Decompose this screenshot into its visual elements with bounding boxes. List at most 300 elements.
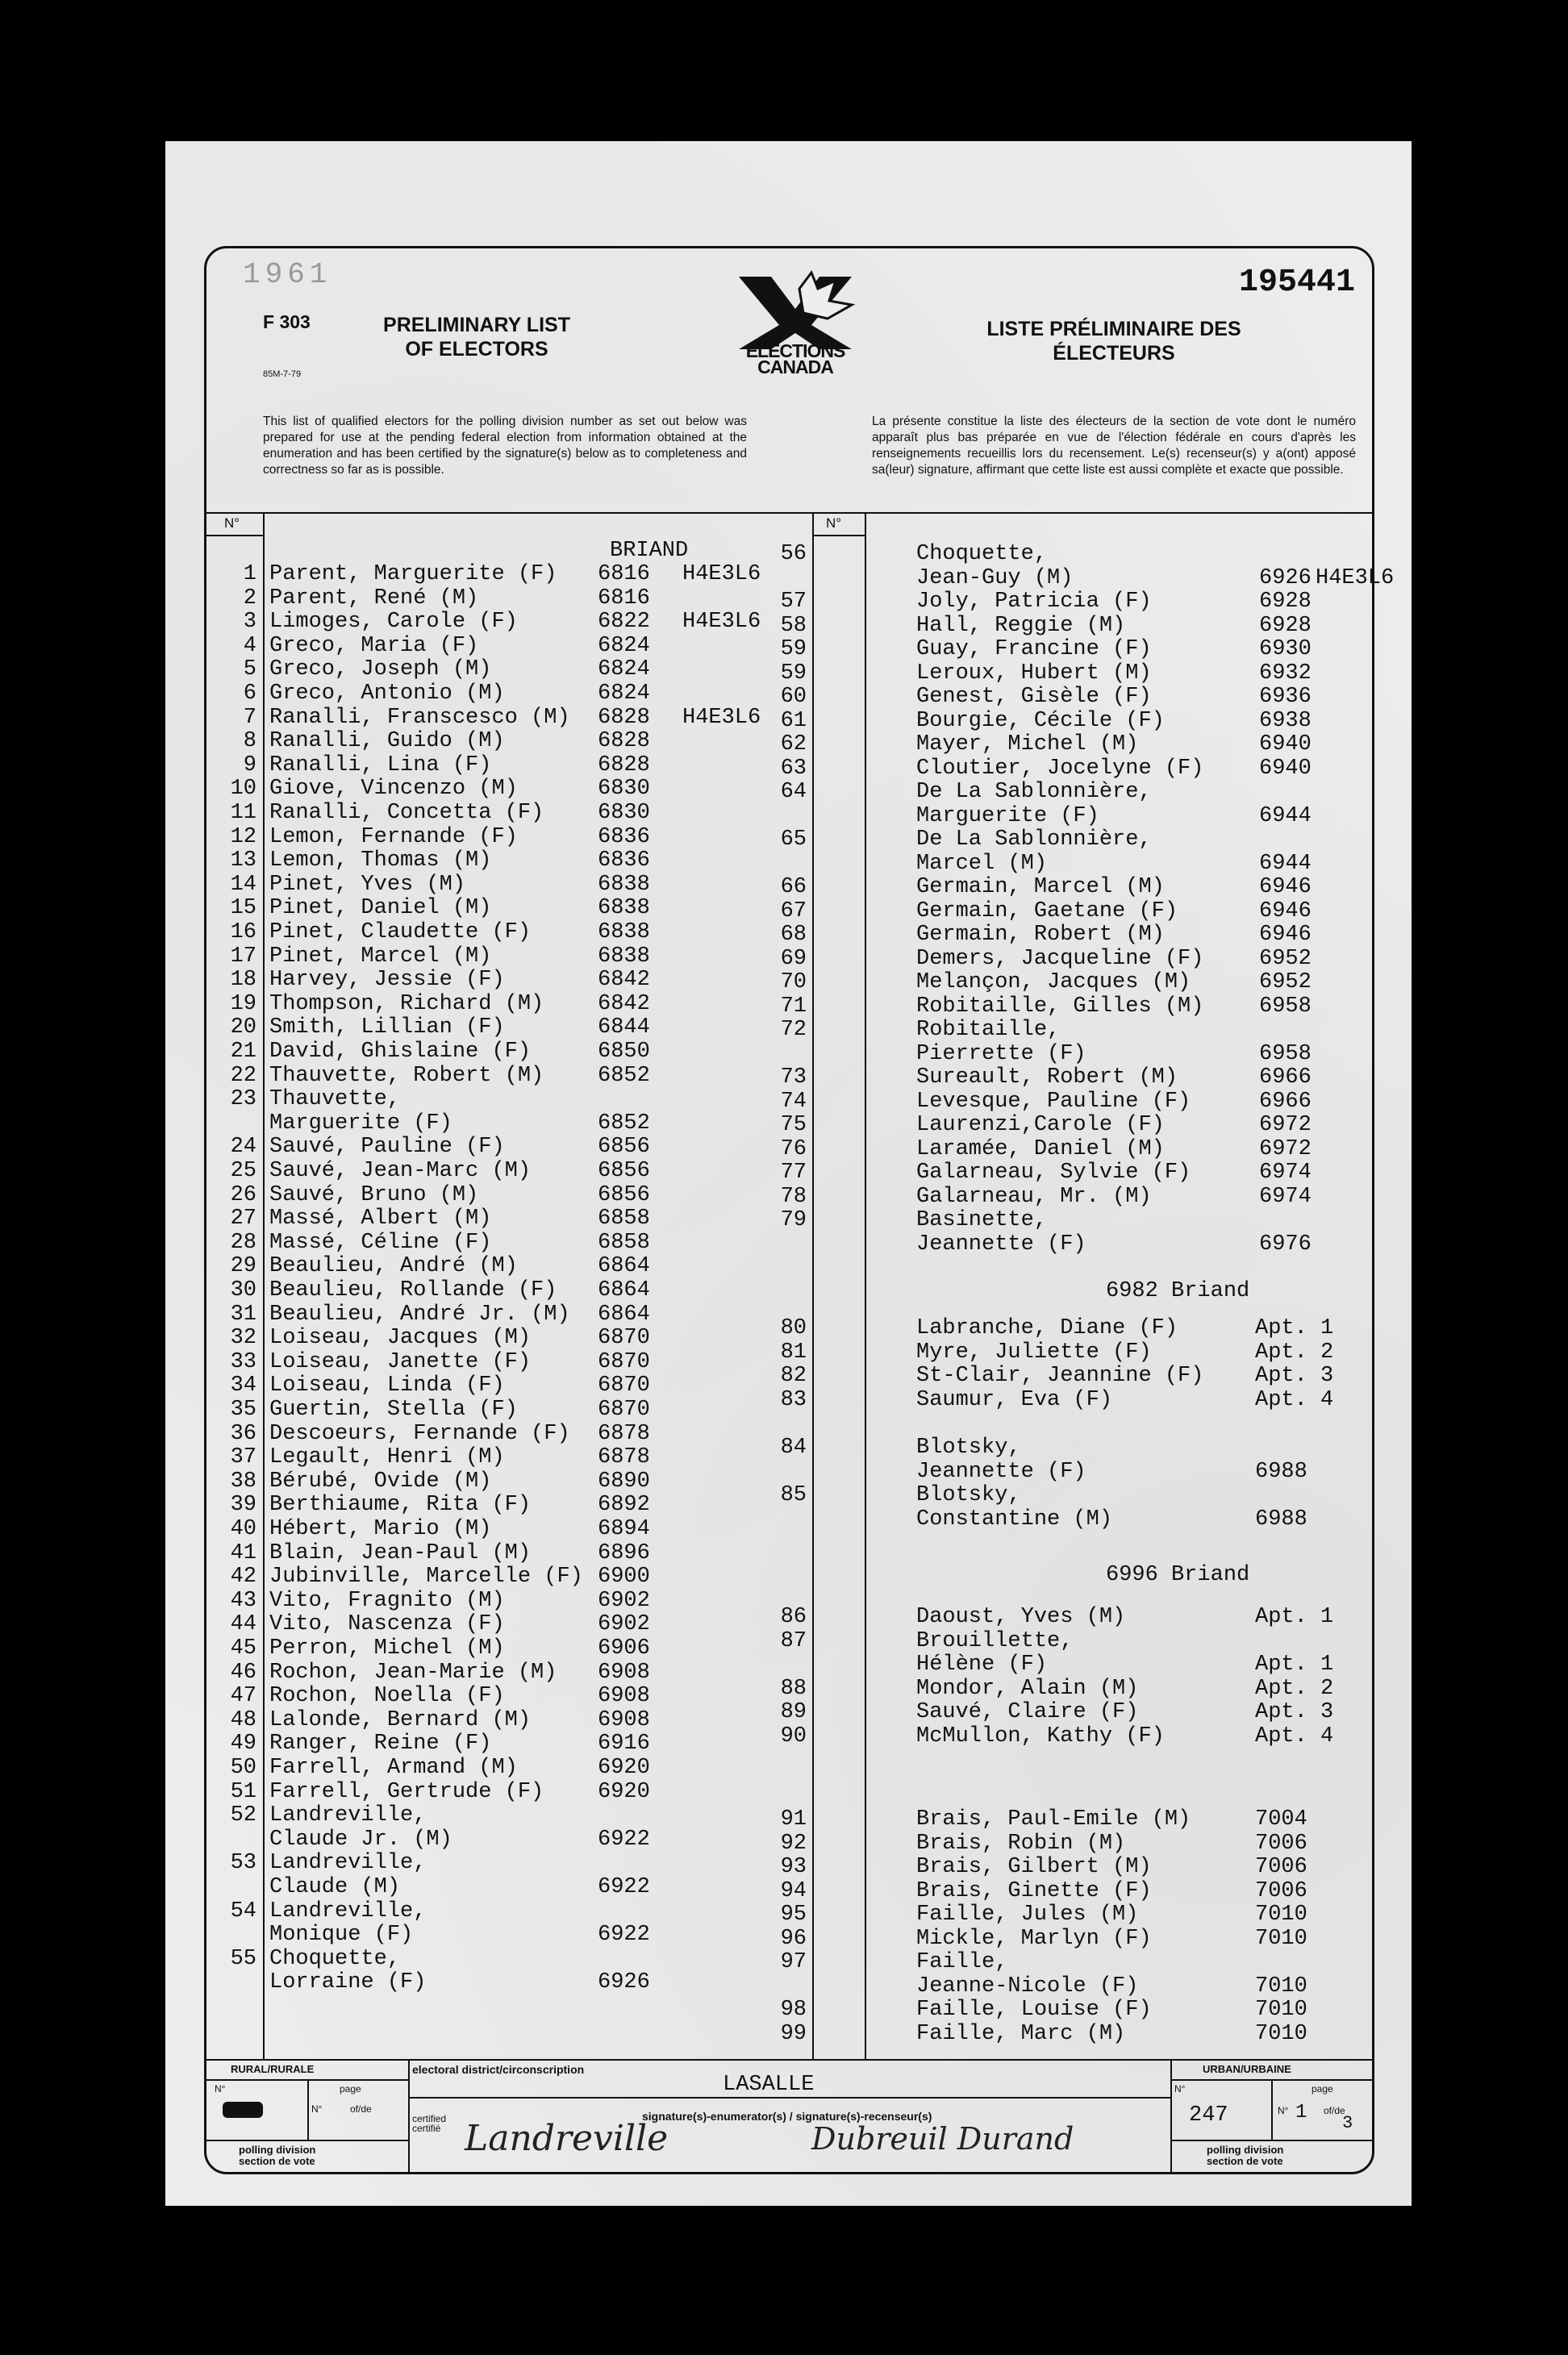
elector-name: Claude (M) [269,1875,401,1899]
elector-row [206,1832,1372,1856]
certifie-label: certifié [412,2123,441,2134]
elector-address: 7010 [1255,1926,1307,1951]
footer-divider-right [1170,2059,1172,2172]
elector-address: 6972 [1259,1136,1312,1161]
elector-address: 6958 [1259,994,1312,1019]
elector-name: Levesque, Pauline (F) [916,1089,1191,1114]
elector-address: 6850 [598,1040,650,1064]
elector-address: 6944 [1259,803,1312,828]
elector-number: 19 [230,991,256,1016]
elector-row [206,1230,1372,1257]
elector-number: 53 [230,1851,256,1876]
intro-french: La présente constitue la liste des électeurs de la section de vote dont le numéro apparaît plus bas préparée en vue de l'élection fédérale en cours d'après les renseignements recueillis lors du recensement. Le(s) recenseur(s) y a(ont) apposé sa(leur) signature, affirmant que cette liste est aussi complète et exacte que possible. [872,415,1356,477]
elector-postal-code: H4E3L6 [682,562,761,586]
elector-number: 95 [780,1903,807,1927]
elector-name: Pinet, Daniel (M) [269,896,492,921]
elector-name: Hélène (F) [916,1653,1048,1677]
elector-row [206,1019,1372,1042]
elector-number: 84 [780,1436,807,1460]
elector-name: Melançon, Jacques (M) [916,970,1191,994]
elector-address: 6988 [1255,1507,1307,1532]
elector-name: Saumur, Eva (F) [916,1387,1113,1412]
elector-row [206,1999,1372,2022]
elector-address: 6870 [598,1349,650,1374]
elector-row [206,543,1372,566]
elector-number: 28 [230,1230,256,1255]
elector-name: Bérubé, Ovide (M) [269,1469,492,1494]
elector-address: 6966 [1259,1065,1312,1090]
redacted-mark [223,2102,263,2118]
elector-name: Ranalli, Franscesco (M) [269,705,570,730]
elector-name: Robitaille, Gilles (M) [916,994,1204,1019]
elector-row [206,638,1372,661]
elector-name: Guay, Francine (F) [916,637,1152,661]
urban-page-no-label: N° [1278,2105,1289,2116]
elector-row [206,991,1372,1019]
elector-postal-code: H4E3L6 [682,705,761,730]
elector-row [206,757,1372,781]
elector-row [206,948,1372,971]
elector-number: 78 [780,1184,807,1209]
elector-address: 6974 [1259,1161,1312,1185]
elector-name: Lemon, Fernande (F) [269,824,518,849]
elector-address: 6902 [598,1588,650,1613]
elector-name: Ranger, Reine (F) [269,1732,492,1757]
elector-row [206,1678,1372,1701]
elector-number: 92 [780,1831,807,1856]
elector-address: 6952 [1259,970,1312,994]
elector-name: Farrell, Gertrude (F) [269,1779,544,1804]
elector-name: Daoust, Yves (M) [916,1605,1126,1629]
elector-row [206,615,1372,638]
elector-number: 79 [780,1208,807,1232]
elector-address: 6958 [1259,1041,1312,1066]
elector-row [206,1630,1372,1653]
elector-number: 61 [780,708,807,733]
elector-address: 7004 [1255,1807,1307,1832]
rural-page-no-label: N° [311,2103,323,2115]
elector-number: 45 [230,1636,256,1661]
elector-name: Brais, Robin (M) [916,1831,1126,1856]
elector-row [206,876,1372,899]
elector-row [206,590,1372,614]
elector-address: 6920 [598,1779,650,1804]
elector-row [206,1781,1372,1804]
elector-number: 48 [230,1707,256,1732]
elector-number: 58 [780,613,807,638]
elector-address: 6816 [598,586,650,611]
elector-name: Guertin, Stella (F) [269,1398,518,1422]
urban-page-label: page [1312,2083,1333,2094]
elector-number: 16 [230,920,256,944]
elector-number: 75 [780,1113,807,1137]
elector-name: Germain, Marcel (M) [916,875,1165,899]
rural-label: RURAL/RURALE [231,2063,315,2075]
elector-number: 55 [230,1946,256,1971]
elector-name: Faille, Jules (M) [916,1903,1139,1927]
elector-address: 6852 [598,1063,650,1088]
elector-row [206,781,1372,804]
elector-row [206,805,1372,828]
elector-number: 81 [780,1340,807,1365]
elector-name: Brais, Ginette (F) [916,1878,1152,1903]
elector-address: 6836 [598,824,650,849]
elector-address: 6824 [598,681,650,706]
elector-row [206,710,1372,733]
elector-name: Vito, Fragnito (M) [269,1588,505,1613]
elector-name: Mickle, Marlyn (F) [916,1926,1152,1951]
elector-name: Hébert, Mario (M) [269,1517,492,1541]
elector-number: 6 [243,681,256,706]
elector-number: 17 [230,944,256,969]
elector-name: Galarneau, Mr. (M) [916,1184,1152,1209]
elector-row [206,1182,1372,1209]
elector-address: 6972 [1259,1113,1312,1137]
elector-name: Constantine (M) [916,1507,1113,1532]
elector-row [206,1063,1372,1090]
title-french: LISTE PRÉLIMINAIRE DES ÉLECTEURS [986,318,1241,365]
elector-name: Landreville, [269,1899,427,1924]
elector-name: Farrell, Armand (M) [269,1756,518,1780]
elector-number: 96 [780,1926,807,1951]
elector-address: 6966 [1259,1089,1312,1114]
elector-name: Lalonde, Bernard (M) [269,1707,532,1732]
rural-mid-divider [307,2079,309,2140]
elector-name: Blotsky, [916,1436,1021,1460]
elector-name: Smith, Lillian (F) [269,1015,505,1040]
elector-address: 6946 [1259,875,1312,899]
elector-address: 6864 [598,1278,650,1303]
elector-name: Brais, Gilbert (M) [916,1855,1152,1879]
elector-address: 6922 [598,1827,650,1852]
elector-number: 4 [243,633,256,658]
elector-address: 6988 [1255,1459,1307,1484]
elector-address: 6842 [598,968,650,993]
elector-address: Apt. 3 [1255,1700,1334,1724]
elector-address: 6856 [598,1159,650,1183]
no-header-rule-right [812,535,865,536]
rural-page-label: page [340,2083,361,2094]
electors-form [204,246,1395,2174]
building-heading-6982: 6982 Briand [1106,1279,1250,1303]
elector-address: 6844 [598,1015,650,1040]
elector-number: 8 [243,729,256,754]
elector-number: 33 [230,1349,256,1374]
form-date: 85M-7-79 [263,369,302,379]
elector-number: 85 [780,1483,807,1507]
elector-name: Blain, Jean-Paul (M) [269,1540,532,1565]
elector-address: 6856 [598,1135,650,1160]
elector-address: 6916 [598,1732,650,1757]
elector-number: 11 [230,801,256,825]
header-rule [206,512,1372,514]
elector-row [206,1209,1372,1232]
elector-address: 6908 [598,1684,650,1709]
elector-number: 67 [780,898,807,923]
elector-name: Parent, René (M) [269,586,479,611]
elector-name: Ranalli, Concetta (F) [269,801,544,825]
elector-row [206,1508,1372,1532]
elector-row [206,1484,1372,1507]
elector-name: Leroux, Hubert (M) [916,661,1152,686]
elector-number: 69 [780,946,807,971]
elector-address: 7006 [1255,1878,1307,1903]
urban-no-label: N° [1174,2083,1186,2094]
elector-name: Faille, Marc (M) [916,2021,1126,2046]
elector-name: Pierrette (F) [916,1041,1086,1066]
elector-name: Marcel (M) [916,851,1048,876]
elector-number: 60 [780,685,807,709]
elector-name: Harvey, Jessie (F) [269,968,505,993]
elector-number: 2 [243,586,256,611]
elector-row [206,1856,1372,1879]
elector-number: 97 [780,1950,807,1974]
elector-address: Apt. 1 [1255,1605,1334,1629]
elector-name: Loiseau, Linda (F) [269,1373,505,1398]
elector-name: Descoeurs, Fernande (F) [269,1421,570,1446]
elector-address: 6828 [598,752,650,777]
elector-address: 6828 [598,705,650,730]
elector-name: Claude Jr. (M) [269,1827,452,1852]
elector-name: Thauvette, Robert (M) [269,1063,544,1088]
elector-address: 6894 [598,1517,650,1541]
elector-address: 6922 [598,1923,650,1948]
elector-row [206,1135,1372,1161]
urban-no-value: 247 [1189,2103,1228,2128]
elector-name: Vito, Nascenza (F) [269,1612,505,1637]
elections-canada-logo [723,269,868,381]
elector-name: McMullon, Kathy (F) [916,1724,1165,1749]
elector-number: 3 [243,610,256,635]
elector-address: 6896 [598,1540,650,1565]
elector-number: 23 [230,1087,256,1112]
elector-address: 7010 [1255,1903,1307,1927]
elector-address: 6906 [598,1636,650,1661]
elector-name: Choquette, [916,542,1048,566]
elector-address: 6824 [598,657,650,682]
elector-address: 6936 [1259,685,1312,709]
elector-name: Rochon, Noella (F) [269,1684,505,1709]
intro-english: This list of qualified electors for the polling division number as set out below was prepared for use at the pending federal election from information obtained at the enumeration and has been certified by the signature(s) below as to completeness and correctness so far as is possible. [263,415,747,477]
elector-address: 7010 [1255,1998,1307,2022]
elector-name: Laramée, Daniel (M) [916,1136,1165,1161]
elector-address: 6922 [598,1875,650,1899]
district-value: LASALLE [723,2073,815,2097]
elector-address: 6926 [1259,565,1312,590]
elector-address: 6858 [598,1230,650,1255]
elector-address: Apt. 2 [1255,1340,1334,1365]
elector-number: 66 [780,875,807,899]
elector-row [206,1542,1372,1565]
elector-name: Germain, Robert (M) [916,923,1165,947]
elector-number: 64 [780,780,807,804]
elector-address: Apt. 1 [1255,1653,1334,1677]
elector-address: 6870 [598,1326,650,1351]
logo-text-line2: CANADA [757,356,833,377]
elector-number: 74 [780,1089,807,1114]
rural-section-label: section de vote [239,2155,315,2167]
elector-name: Parent, Marguerite (F) [269,562,557,586]
elector-address: 6830 [598,801,650,825]
elector-row [206,1951,1372,1974]
urban-of-label: of/de [1324,2105,1345,2116]
elector-number: 31 [230,1302,256,1327]
elector-row [206,1808,1372,1832]
elector-number: 44 [230,1612,256,1637]
elector-row [206,1928,1372,1951]
elector-number: 86 [780,1605,807,1629]
district-rule [408,2097,1170,2099]
elector-name: Sauvé, Pauline (F) [269,1135,505,1160]
elector-address: 6816 [598,562,650,586]
elector-address: 6930 [1259,637,1312,661]
elector-number: 59 [780,661,807,686]
elector-name: Loiseau, Jacques (M) [269,1326,532,1351]
no-label-right: N° [826,515,842,531]
elector-name: Landreville, [269,1851,427,1876]
elector-address: 6944 [1259,851,1312,876]
elector-name: Limoges, Carole (F) [269,610,518,635]
elector-address: 6824 [598,633,650,658]
elector-number: 62 [780,732,807,757]
elector-name: Blotsky, [916,1483,1021,1507]
elector-row [206,1461,1372,1484]
elector-name: David, Ghislaine (F) [269,1040,532,1064]
elector-number: 87 [780,1628,807,1653]
street-heading: BRIAND [610,539,689,563]
elector-address: 6928 [1259,590,1312,614]
elector-name: Labranche, Diane (F) [916,1316,1178,1340]
elector-address: 6838 [598,896,650,921]
district-label: electoral district/circonscription [412,2063,585,2076]
elector-number: 7 [243,705,256,730]
elector-name: Marguerite (F) [269,1111,452,1136]
maple-leaf-x-icon [723,269,868,349]
elector-number: 35 [230,1398,256,1422]
elector-name: Sauvé, Jean-Marc (M) [269,1159,532,1183]
elector-number: 34 [230,1373,256,1398]
elector-address: 6908 [598,1660,650,1685]
elector-number: 59 [780,637,807,661]
elector-name: Mayer, Michel (M) [916,732,1139,757]
elector-name: Bourgie, Cécile (F) [916,708,1165,733]
elector-name: Legault, Henri (M) [269,1445,505,1470]
elector-name: Brouillette, [916,1628,1074,1653]
elector-name: De La Sablonnière, [916,827,1152,852]
urban-of-value: 3 [1342,2113,1353,2133]
urban-polling-label: polling division [1207,2144,1284,2156]
elector-row [206,1087,1372,1114]
no-header-rule-left [206,535,263,536]
elector-name: Jean-Guy (M) [916,565,1074,590]
elector-address: 6864 [598,1254,650,1279]
elector-row [206,686,1372,709]
elector-address: 6856 [598,1182,650,1207]
urban-label: URBAN/URBAINE [1203,2063,1291,2075]
elector-row [206,2023,1372,2046]
elector-number: 91 [780,1807,807,1832]
serial-number: 195441 [1239,265,1356,301]
elector-name: Loiseau, Janette (F) [269,1349,532,1374]
elector-address: 6830 [598,777,650,802]
elector-row [206,824,1372,852]
urban-section-label: section de vote [1207,2155,1283,2167]
urban-mid-divider [1271,2079,1273,2140]
stamp-number: 1961 [243,258,332,291]
rural-polling-label: polling division [239,2144,316,2156]
elector-number: 36 [230,1421,256,1446]
elector-name: Robitaille, [916,1018,1061,1042]
elector-name: Jeanne-Nicole (F) [916,1974,1139,1999]
elector-name: Hall, Reggie (M) [916,613,1126,638]
elector-name: Giove, Vincenzo (M) [269,777,518,802]
elector-address: Apt. 2 [1255,1676,1334,1701]
elector-number: 56 [780,542,807,566]
elector-name: Pinet, Yves (M) [269,872,466,897]
elector-number: 50 [230,1756,256,1780]
elector-name: Thompson, Richard (M) [269,991,544,1016]
elector-number: 26 [230,1182,256,1207]
elector-address: 6878 [598,1445,650,1470]
elector-address: Apt. 1 [1255,1316,1334,1340]
elector-row [206,1043,1372,1066]
elector-row [206,852,1372,876]
elector-name: Ranalli, Lina (F) [269,752,492,777]
elector-name: Cloutier, Jocelyne (F) [916,756,1204,781]
elector-row [206,900,1372,923]
elector-number: 42 [230,1565,256,1590]
elector-number: 47 [230,1684,256,1709]
elector-address: 7010 [1255,2021,1307,2046]
elector-name: Beaulieu, Rollande (F) [269,1278,557,1303]
elector-name: Greco, Maria (F) [269,633,479,658]
elector-number: 52 [230,1803,256,1828]
elector-row [206,968,1372,994]
elector-name: Mondor, Alain (M) [916,1676,1139,1701]
elector-name: Galarneau, Sylvie (F) [916,1161,1191,1185]
elector-name: Myre, Juliette (F) [916,1340,1152,1365]
elector-number: 12 [230,824,256,849]
elector-address: 6852 [598,1111,650,1136]
elector-name: St-Clair, Jeannine (F) [916,1364,1204,1388]
elector-address: 6946 [1259,898,1312,923]
rural-bottom-rule [206,2140,408,2141]
elector-address: Apt. 4 [1255,1724,1334,1749]
elector-name: Massé, Albert (M) [269,1207,492,1232]
elector-number: 39 [230,1493,256,1518]
elector-name: Perron, Michel (M) [269,1636,505,1661]
elector-name: Pinet, Marcel (M) [269,944,492,969]
urban-page-no-value: 1 [1295,2102,1307,2124]
elector-number: 10 [230,777,256,802]
elector-row [206,1606,1372,1629]
elector-name: Demers, Jacqueline (F) [916,946,1204,971]
elector-address: 6828 [598,729,650,754]
elector-address: 6842 [598,991,650,1016]
elector-name: Jeannette (F) [916,1459,1086,1484]
elector-address: 6938 [1259,708,1312,733]
elector-number: 38 [230,1469,256,1494]
elector-name: Berthiaume, Rita (F) [269,1493,532,1518]
elector-row [206,1975,1372,1999]
elector-number: 51 [230,1779,256,1804]
elector-number: 29 [230,1254,256,1279]
elector-postal-code: H4E3L6 [1316,565,1395,590]
elector-number: 83 [780,1387,807,1412]
elector-row [206,1880,1372,1903]
elector-address: 6900 [598,1565,650,1590]
elector-number: 98 [780,1998,807,2022]
